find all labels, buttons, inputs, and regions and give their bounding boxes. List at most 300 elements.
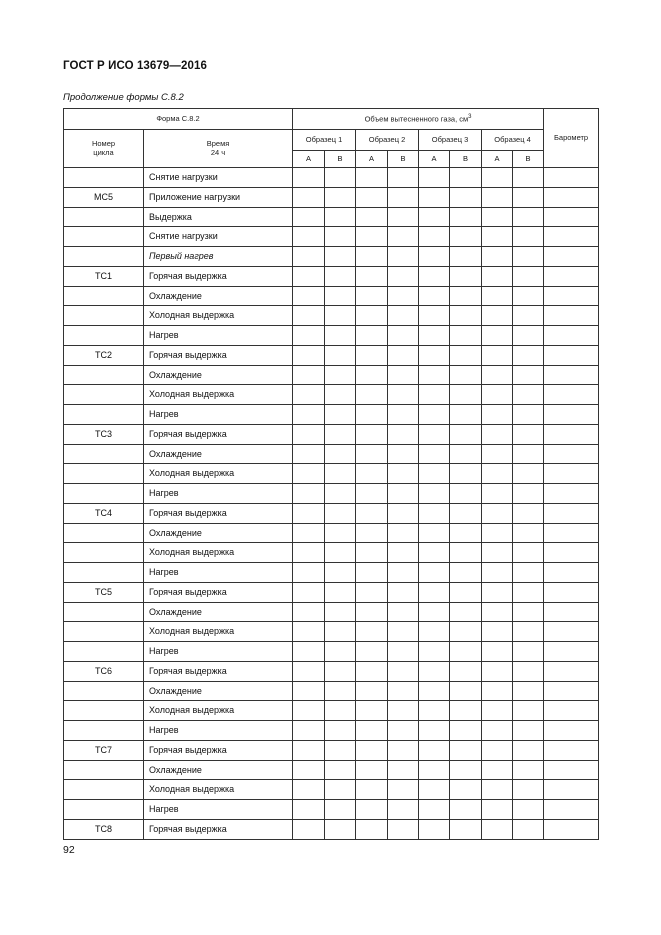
table-row — [64, 582, 599, 602]
volume-entry-cell — [513, 207, 544, 227]
barometer-entry-cell — [544, 306, 599, 326]
volume-entry-cell — [482, 721, 513, 741]
volume-entry-cell — [482, 227, 513, 247]
table-row — [64, 365, 599, 385]
volume-entry-cell — [419, 622, 450, 642]
volume-entry-cell — [513, 721, 544, 741]
volume-entry-cell — [482, 405, 513, 425]
table-row — [64, 602, 599, 622]
volume-entry-cell — [419, 819, 450, 839]
volume-entry-cell — [325, 602, 356, 622]
volume-entry-cell — [513, 642, 544, 662]
cycle-cell — [64, 464, 144, 484]
volume-entry-cell — [356, 365, 388, 385]
volume-entry-cell — [388, 523, 419, 543]
stage-cell: Холодная выдержка — [144, 543, 293, 563]
volume-entry-cell — [513, 701, 544, 721]
volume-entry-cell — [356, 721, 388, 741]
volume-entry-cell — [482, 582, 513, 602]
volume-entry-cell — [513, 266, 544, 286]
cycle-cell — [64, 602, 144, 622]
volume-entry-cell — [325, 227, 356, 247]
cycle-cell — [64, 681, 144, 701]
volume-entry-cell — [450, 405, 482, 425]
stage-cell: Нагрев — [144, 642, 293, 662]
volume-entry-cell — [388, 721, 419, 741]
volume-entry-cell — [482, 207, 513, 227]
stage-cell: Горячая выдержка — [144, 503, 293, 523]
volume-entry-cell — [450, 227, 482, 247]
volume-entry-cell — [293, 602, 325, 622]
volume-entry-cell — [356, 681, 388, 701]
barometer-entry-cell — [544, 582, 599, 602]
stage-cell: Горячая выдержка — [144, 266, 293, 286]
volume-entry-cell — [513, 661, 544, 681]
barometer-header-cell: Барометр — [544, 109, 599, 168]
volume-entry-cell — [513, 503, 544, 523]
volume-entry-cell — [513, 306, 544, 326]
barometer-entry-cell — [544, 424, 599, 444]
volume-entry-cell — [419, 563, 450, 583]
cycle-cell: ТС1 — [64, 266, 144, 286]
volume-entry-cell — [419, 405, 450, 425]
barometer-entry-cell — [544, 622, 599, 642]
volume-entry-cell — [293, 365, 325, 385]
volume-entry-cell — [356, 326, 388, 346]
volume-entry-cell — [513, 622, 544, 642]
stage-cell: Холодная выдержка — [144, 701, 293, 721]
volume-entry-cell — [293, 701, 325, 721]
volume-entry-cell — [325, 523, 356, 543]
volume-entry-cell — [388, 503, 419, 523]
stage-cell: Нагрев — [144, 721, 293, 741]
time-header-line-1: Время — [206, 138, 230, 148]
volume-entry-cell — [325, 326, 356, 346]
volume-entry-cell — [513, 168, 544, 188]
volume-entry-cell — [388, 405, 419, 425]
barometer-entry-cell — [544, 760, 599, 780]
volume-entry-cell — [325, 385, 356, 405]
volume-entry-cell — [356, 227, 388, 247]
table-row — [64, 740, 599, 760]
volume-entry-cell — [325, 582, 356, 602]
volume-entry-cell — [450, 503, 482, 523]
volume-entry-cell — [325, 247, 356, 267]
table-row — [64, 207, 599, 227]
volume-entry-cell — [388, 582, 419, 602]
volume-entry-cell — [356, 207, 388, 227]
barometer-entry-cell — [544, 444, 599, 464]
header-row-1 — [64, 109, 599, 130]
volume-entry-cell — [450, 800, 482, 820]
stage-cell: Горячая выдержка — [144, 582, 293, 602]
volume-entry-cell — [482, 701, 513, 721]
volume-entry-cell — [388, 247, 419, 267]
volume-entry-cell — [388, 642, 419, 662]
volume-entry-cell — [513, 740, 544, 760]
header-row-2 — [64, 130, 599, 151]
table-row — [64, 819, 599, 839]
volume-entry-cell — [513, 602, 544, 622]
volume-entry-cell — [482, 602, 513, 622]
stage-cell: Снятие нагрузки — [144, 227, 293, 247]
volume-entry-cell — [419, 365, 450, 385]
table-row — [64, 523, 599, 543]
volume-entry-cell — [482, 800, 513, 820]
volume-entry-cell — [356, 187, 388, 207]
volume-entry-cell — [419, 503, 450, 523]
volume-entry-cell — [450, 661, 482, 681]
volume-unit-sup: 3 — [468, 113, 472, 120]
volume-entry-cell — [325, 819, 356, 839]
volume-entry-cell — [419, 642, 450, 662]
stage-cell: Горячая выдержка — [144, 740, 293, 760]
volume-entry-cell — [450, 622, 482, 642]
table-row — [64, 345, 599, 365]
volume-entry-cell — [325, 365, 356, 385]
volume-entry-cell — [482, 543, 513, 563]
volume-entry-cell — [293, 642, 325, 662]
volume-entry-cell — [513, 365, 544, 385]
volume-entry-cell — [482, 247, 513, 267]
volume-entry-cell — [356, 266, 388, 286]
stage-cell: Горячая выдержка — [144, 661, 293, 681]
volume-entry-cell — [293, 760, 325, 780]
sample-2-a-header: A — [356, 151, 388, 168]
volume-entry-cell — [356, 464, 388, 484]
volume-entry-cell — [450, 385, 482, 405]
stage-cell: Охлаждение — [144, 602, 293, 622]
barometer-entry-cell — [544, 168, 599, 188]
volume-entry-cell — [356, 286, 388, 306]
volume-entry-cell — [482, 642, 513, 662]
volume-entry-cell — [325, 405, 356, 425]
volume-entry-cell — [388, 602, 419, 622]
volume-entry-cell — [513, 800, 544, 820]
volume-entry-cell — [356, 780, 388, 800]
section-heading-cell: Первый нагрев — [144, 247, 293, 267]
volume-entry-cell — [450, 523, 482, 543]
volume-entry-cell — [388, 819, 419, 839]
barometer-entry-cell — [544, 266, 599, 286]
cycle-cell — [64, 622, 144, 642]
volume-entry-cell — [325, 721, 356, 741]
volume-entry-cell — [325, 187, 356, 207]
table-row — [64, 701, 599, 721]
volume-entry-cell — [388, 365, 419, 385]
volume-entry-cell — [325, 642, 356, 662]
volume-entry-cell — [356, 760, 388, 780]
volume-entry-cell — [293, 523, 325, 543]
barometer-entry-cell — [544, 286, 599, 306]
volume-entry-cell — [482, 306, 513, 326]
volume-entry-cell — [293, 721, 325, 741]
time-header — [144, 130, 293, 168]
volume-entry-cell — [513, 247, 544, 267]
cycle-cell — [64, 721, 144, 741]
volume-entry-cell — [388, 187, 419, 207]
cycle-cell — [64, 306, 144, 326]
volume-entry-cell — [293, 306, 325, 326]
volume-entry-cell — [293, 503, 325, 523]
volume-entry-cell — [388, 286, 419, 306]
volume-entry-cell — [450, 326, 482, 346]
volume-entry-cell — [419, 424, 450, 444]
volume-entry-cell — [356, 622, 388, 642]
volume-entry-cell — [513, 464, 544, 484]
sample-3-b-header: B — [450, 151, 482, 168]
cycle-cell — [64, 701, 144, 721]
sample-3-header: Образец 3 — [419, 130, 482, 151]
volume-entry-cell — [419, 306, 450, 326]
cycle-cell — [64, 168, 144, 188]
volume-entry-cell — [450, 642, 482, 662]
stage-cell: Горячая выдержка — [144, 819, 293, 839]
table-row — [64, 266, 599, 286]
stage-cell: Нагрев — [144, 484, 293, 504]
volume-entry-cell — [356, 444, 388, 464]
volume-entry-cell — [482, 740, 513, 760]
cycle-cell: ТС6 — [64, 661, 144, 681]
volume-entry-cell — [513, 444, 544, 464]
volume-entry-cell — [325, 563, 356, 583]
volume-entry-cell — [325, 266, 356, 286]
volume-entry-cell — [356, 168, 388, 188]
volume-entry-cell — [513, 523, 544, 543]
volume-entry-cell — [513, 227, 544, 247]
volume-entry-cell — [450, 740, 482, 760]
volume-entry-cell — [388, 345, 419, 365]
barometer-entry-cell — [544, 503, 599, 523]
stage-cell: Охлаждение — [144, 523, 293, 543]
barometer-entry-cell — [544, 721, 599, 741]
cycle-cell: ТС8 — [64, 819, 144, 839]
volume-entry-cell — [325, 484, 356, 504]
volume-entry-cell — [513, 760, 544, 780]
volume-entry-cell — [482, 760, 513, 780]
volume-entry-cell — [293, 681, 325, 701]
volume-entry-cell — [450, 187, 482, 207]
cycle-cell — [64, 642, 144, 662]
volume-entry-cell — [450, 345, 482, 365]
volume-entry-cell — [356, 740, 388, 760]
volume-entry-cell — [513, 326, 544, 346]
volume-entry-cell — [450, 602, 482, 622]
volume-entry-cell — [293, 247, 325, 267]
volume-entry-cell — [293, 424, 325, 444]
volume-entry-cell — [388, 424, 419, 444]
volume-entry-cell — [450, 424, 482, 444]
stage-cell: Охлаждение — [144, 286, 293, 306]
stage-cell: Охлаждение — [144, 365, 293, 385]
cycle-cell: ТС5 — [64, 582, 144, 602]
time-header-line-2: 24 ч — [210, 147, 226, 157]
table-row — [64, 721, 599, 741]
volume-entry-cell — [325, 286, 356, 306]
volume-entry-cell — [513, 681, 544, 701]
form-label-cell: Форма С.8.2 — [64, 109, 293, 130]
table-row — [64, 405, 599, 425]
cycle-cell — [64, 247, 144, 267]
cycle-cell — [64, 286, 144, 306]
volume-entry-cell — [388, 385, 419, 405]
table-row — [64, 444, 599, 464]
volume-entry-cell — [419, 286, 450, 306]
volume-entry-cell — [356, 543, 388, 563]
table-row — [64, 563, 599, 583]
volume-entry-cell — [419, 168, 450, 188]
volume-entry-cell — [482, 681, 513, 701]
sample-1-a-header: A — [293, 151, 325, 168]
table-row — [64, 760, 599, 780]
volume-entry-cell — [419, 780, 450, 800]
volume-entry-cell — [325, 800, 356, 820]
volume-entry-cell — [293, 266, 325, 286]
volume-entry-cell — [388, 622, 419, 642]
volume-entry-cell — [325, 701, 356, 721]
sample-1-b-header: B — [325, 151, 356, 168]
volume-entry-cell — [419, 484, 450, 504]
volume-entry-cell — [419, 721, 450, 741]
barometer-entry-cell — [544, 563, 599, 583]
volume-entry-cell — [293, 464, 325, 484]
volume-entry-cell — [450, 365, 482, 385]
table-row — [64, 503, 599, 523]
volume-entry-cell — [356, 523, 388, 543]
cycle-cell — [64, 523, 144, 543]
volume-entry-cell — [482, 523, 513, 543]
volume-entry-cell — [388, 464, 419, 484]
cycle-cell — [64, 207, 144, 227]
volume-entry-cell — [325, 503, 356, 523]
cycle-cell — [64, 484, 144, 504]
volume-entry-cell — [419, 266, 450, 286]
volume-entry-cell — [325, 661, 356, 681]
volume-entry-cell — [356, 405, 388, 425]
volume-entry-cell — [450, 563, 482, 583]
table-row — [64, 227, 599, 247]
volume-entry-cell — [482, 326, 513, 346]
volume-entry-cell — [482, 424, 513, 444]
volume-entry-cell — [293, 326, 325, 346]
volume-entry-cell — [482, 286, 513, 306]
volume-entry-cell — [325, 780, 356, 800]
volume-entry-cell — [293, 484, 325, 504]
volume-entry-cell — [419, 760, 450, 780]
volume-entry-cell — [293, 187, 325, 207]
stage-cell: Нагрев — [144, 405, 293, 425]
table-row — [64, 306, 599, 326]
volume-entry-cell — [482, 622, 513, 642]
volume-entry-cell — [482, 780, 513, 800]
cycle-cell — [64, 405, 144, 425]
table-row — [64, 484, 599, 504]
volume-entry-cell — [482, 365, 513, 385]
volume-entry-cell — [388, 681, 419, 701]
barometer-entry-cell — [544, 484, 599, 504]
volume-entry-cell — [450, 306, 482, 326]
cycle-cell — [64, 543, 144, 563]
volume-entry-cell — [513, 286, 544, 306]
stage-cell: Холодная выдержка — [144, 385, 293, 405]
volume-entry-cell — [356, 247, 388, 267]
volume-entry-cell — [293, 345, 325, 365]
cycle-cell: ТС7 — [64, 740, 144, 760]
volume-entry-cell — [388, 227, 419, 247]
volume-entry-cell — [325, 306, 356, 326]
volume-entry-cell — [325, 424, 356, 444]
barometer-entry-cell — [544, 701, 599, 721]
volume-entry-cell — [450, 286, 482, 306]
volume-entry-cell — [482, 187, 513, 207]
table-row — [64, 464, 599, 484]
cycle-cell: ТС4 — [64, 503, 144, 523]
volume-entry-cell — [388, 760, 419, 780]
stage-cell: Приложение нагрузки — [144, 187, 293, 207]
volume-entry-cell — [325, 207, 356, 227]
volume-entry-cell — [450, 484, 482, 504]
volume-entry-cell — [325, 345, 356, 365]
volume-entry-cell — [513, 424, 544, 444]
stage-cell: Снятие нагрузки — [144, 168, 293, 188]
barometer-entry-cell — [544, 740, 599, 760]
cycle-cell — [64, 800, 144, 820]
barometer-entry-cell — [544, 800, 599, 820]
volume-entry-cell — [419, 701, 450, 721]
volume-entry-cell — [450, 543, 482, 563]
volume-entry-cell — [293, 582, 325, 602]
volume-entry-cell — [482, 563, 513, 583]
volume-entry-cell — [388, 168, 419, 188]
volume-entry-cell — [419, 326, 450, 346]
volume-entry-cell — [293, 207, 325, 227]
volume-entry-cell — [356, 503, 388, 523]
volume-entry-cell — [356, 602, 388, 622]
volume-entry-cell — [293, 800, 325, 820]
volume-entry-cell — [419, 681, 450, 701]
volume-entry-cell — [356, 800, 388, 820]
volume-entry-cell — [388, 563, 419, 583]
stage-cell: Холодная выдержка — [144, 780, 293, 800]
cycle-header-line-2: цикла — [93, 147, 114, 157]
volume-entry-cell — [419, 582, 450, 602]
table-row — [64, 543, 599, 563]
volume-entry-cell — [482, 345, 513, 365]
volume-entry-cell — [482, 266, 513, 286]
stage-cell: Охлаждение — [144, 444, 293, 464]
volume-entry-cell — [513, 345, 544, 365]
sample-4-a-header: A — [482, 151, 513, 168]
volume-entry-cell — [356, 642, 388, 662]
volume-entry-cell — [482, 464, 513, 484]
barometer-entry-cell — [544, 187, 599, 207]
barometer-entry-cell — [544, 345, 599, 365]
volume-entry-cell — [293, 661, 325, 681]
sample-1-header: Образец 1 — [293, 130, 356, 151]
volume-entry-cell — [419, 740, 450, 760]
cycle-cell: ТС2 — [64, 345, 144, 365]
stage-cell: Холодная выдержка — [144, 464, 293, 484]
sample-2-header: Образец 2 — [356, 130, 419, 151]
barometer-entry-cell — [544, 602, 599, 622]
cycle-cell: ТС3 — [64, 424, 144, 444]
volume-entry-cell — [356, 484, 388, 504]
sample-3-a-header: A — [419, 151, 450, 168]
barometer-entry-cell — [544, 385, 599, 405]
volume-entry-cell — [513, 819, 544, 839]
volume-entry-cell — [450, 760, 482, 780]
table-row — [64, 187, 599, 207]
